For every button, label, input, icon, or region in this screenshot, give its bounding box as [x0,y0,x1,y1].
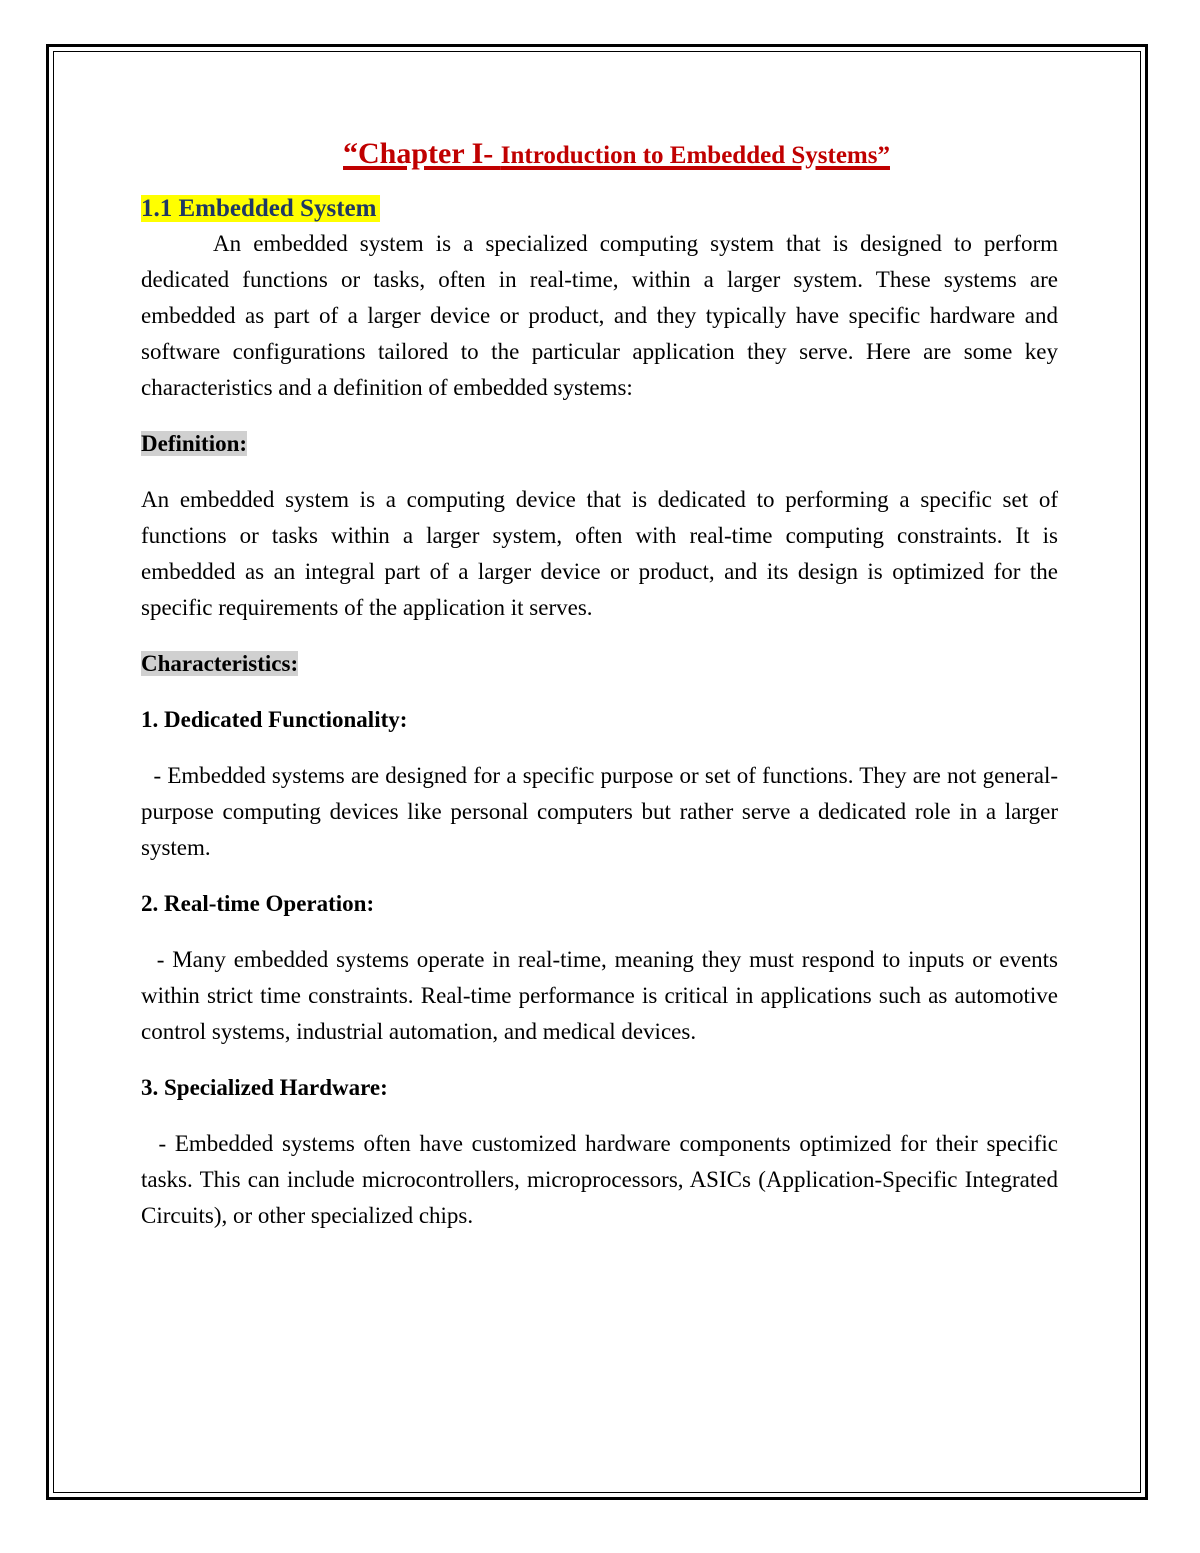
characteristic-text: - Many embedded systems operate in real-time, meaning they must respond to inputs or events within strict time constraints. Real-time performance is critical in applications such as automotive control systems, industrial automation, and medical devices. [141,947,1064,1044]
document-body [141,126,1064,1234]
chapter-title-prefix: “Chapter I- [343,137,501,170]
characteristic-item [141,886,1064,1050]
characteristic-heading: 2. Real-time Operation: [141,891,375,916]
section-heading-text: 1.1 Embedded System [141,195,380,222]
section-heading [141,192,1058,226]
characteristic-item [141,1070,1064,1234]
characteristic-item [141,702,1064,866]
definition-paragraph: An embedded system is a computing device that is dedicated to performing a specific set of functions or tasks within a larger system, often with real-time computing constraints. It is embedded as an integral part of a larger device or product, and its design is optimized for the specific requirements of the application it serves. [141,487,1058,620]
section-intro-paragraph: An embedded system is a specialized computing system that is designed to perform dedicated functions or tasks, often in real-time, within a larger system. These systems are embedded as part of a larger device or product, and they typically have specific hardware and software configurations tailored to the particular application they serve. Here are some key characteristics and a definition of embedded systems: [141,231,1058,400]
characteristics-label-text: Characteristics: [141,651,299,676]
characteristic-heading: 1. Dedicated Functionality: [141,707,408,732]
characteristic-text: - Embedded systems often have customized hardware components optimized for their specific tasks. This can include microcontrollers, microprocessors, ASICs (Application-Specific Integrated Circuits), or other specialized chips. [141,1131,1064,1228]
characteristic-heading: 3. Specialized Hardware: [141,1075,388,1100]
definition-label [141,426,1058,462]
definition-label-text: Definition: [141,431,248,456]
chapter-title [141,126,1058,178]
characteristics-label [141,646,1058,682]
chapter-title-main: Introduction to Embedded Systems” [500,142,890,169]
characteristic-text: - Embedded systems are designed for a specific purpose or set of functions. They are not general-purpose computing devices like personal computers but rather serve a dedicated role in a larger system. [141,763,1064,860]
